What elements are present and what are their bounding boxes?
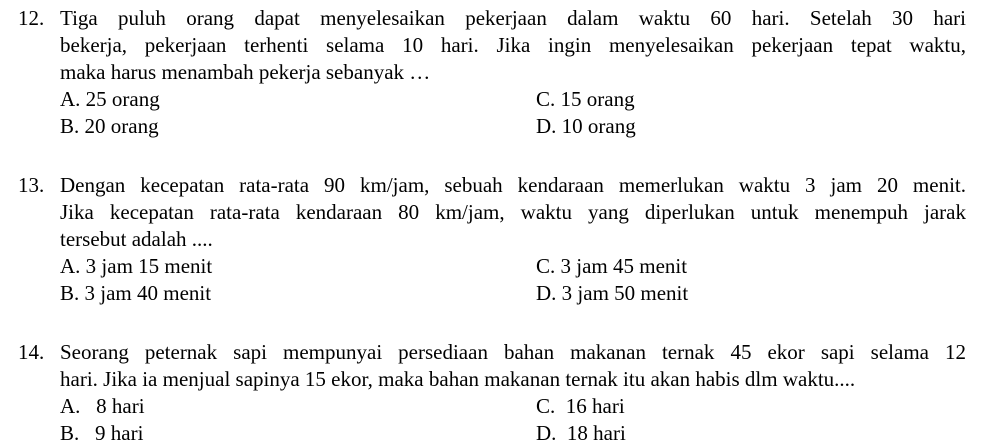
option-a: A. 3 jam 15 menit [60, 254, 213, 278]
question-12 [18, 5, 966, 140]
question-number: 12. [18, 6, 45, 30]
question-stem [18, 172, 966, 253]
option-b: B. 9 hari [60, 421, 144, 445]
question-number: 14. [18, 340, 45, 364]
option-b: B. 3 jam 40 menit [60, 281, 212, 305]
question-stem [18, 339, 966, 393]
option-a: A. 8 hari [60, 394, 145, 418]
option-c: C. 16 hari [536, 394, 625, 418]
question-stem [18, 5, 966, 86]
question-text-line: hari. Jika ia menjual sapinya 15 ekor, maka bahan makanan ternak itu akan habis dlm waktu.... [60, 367, 856, 391]
question-text-line: Seorang peternak sapi mempunyai persediaan bahan makanan ternak 45 ekor sapi selama 12 [60, 340, 966, 364]
answer-options [60, 86, 966, 140]
option-b: B. 20 orang [60, 114, 159, 138]
question-14 [18, 339, 966, 447]
question-text-line: Jika kecepatan rata-rata kendaraan 80 km/jam, waktu yang diperlukan untuk menempuh jarak [60, 200, 966, 224]
question-text-line: Tiga puluh orang dapat menyelesaikan pekerjaan dalam waktu 60 hari. Setelah 30 hari [60, 6, 966, 30]
question-text [60, 5, 966, 86]
option-d: D. 3 jam 50 menit [536, 281, 689, 305]
question-13 [18, 172, 966, 307]
question-text-line: bekerja, pekerjaan terhenti selama 10 hari. Jika ingin menyelesaikan pekerjaan tepat waktu, [60, 33, 966, 57]
option-a: A. 25 orang [60, 87, 160, 111]
question-text [60, 339, 966, 393]
question-text-line: maka harus menambah pekerja sebanyak … [60, 60, 431, 84]
option-d: D. 18 hari [536, 421, 626, 445]
question-text-line: Dengan kecepatan rata-rata 90 km/jam, sebuah kendaraan memerlukan waktu 3 jam 20 menit. [60, 173, 966, 197]
question-text [60, 172, 966, 253]
question-text-line: tersebut adalah .... [60, 227, 213, 251]
question-number: 13. [18, 173, 45, 197]
option-c: C. 15 orang [536, 87, 635, 111]
option-c: C. 3 jam 45 menit [536, 254, 688, 278]
answer-options [60, 393, 966, 447]
option-d: D. 10 orang [536, 114, 636, 138]
answer-options [60, 253, 966, 307]
